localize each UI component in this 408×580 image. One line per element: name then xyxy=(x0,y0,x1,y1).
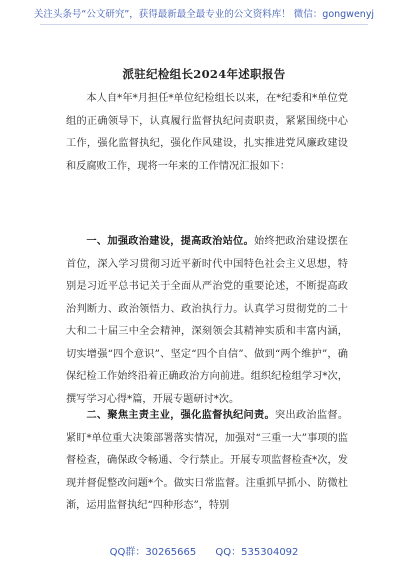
footer-qq: QQ：535304092 xyxy=(215,547,299,558)
section-2-body: 突出政治监督。紧盯*单位重大决策部署落实情况，加强对“三重一大”事项的监督检查，确保政令畅通、令行禁止。开展专项监督检查*次，发现并督促整改问题*个。做实日常监督。注重抓早抓小、防微杜渐，运用监督执纪“四种形态”，特别 xyxy=(66,410,349,511)
header-divider xyxy=(40,24,368,25)
section-2 xyxy=(66,404,348,518)
document-title: 派驻纪检组长2024年述职报告 xyxy=(122,67,286,81)
section-1-body: 始终把政治建设摆在首位，深入学习贯彻习近平新时代中国特色社会主义思想，特别是习近平总书记关于全面从严治党的重要论述，不断提高政治判断力、政治领悟力、政治执行力。认真学习贯彻党的二十大和二十届三中全会精神，深刻领会其精神实质和丰富内涵，切实增强“四个意识”、坚定“四个自信”、做到“两个维护”，确保纪检工作始终沿着正确政治方向前进。组织纪检组学习*次，撰写学习心得*篇，开展专题研讨*次。 xyxy=(66,236,349,405)
section-2-heading: 二、聚焦主责主业，强化监督执纪问责。 xyxy=(86,409,275,421)
footer-qq-group: QQ群：30265665 xyxy=(109,547,197,558)
header-promo-note: 关注头条号“公文研究”，获得最新最全最专业的公文资料库！ 微信：gongwenyj xyxy=(33,9,375,20)
section-1 xyxy=(66,230,348,411)
footer-contact xyxy=(0,543,408,558)
section-2-paragraph xyxy=(66,404,348,518)
intro-paragraph xyxy=(66,88,348,178)
section-1-heading: 一、加强政治建设，提高政治站位。 xyxy=(86,235,255,247)
section-1-paragraph xyxy=(66,230,348,411)
intro-text: 本人自*年*月担任*单位纪检组长以来，在*纪委和*单位党组的正确领导下，认真履行监督执纪问责职责，紧紧围绕中心工作，强化监督执纪，强化作风建设，扎实推进党风廉政建设和反腐败工作，现将一年来的工作情况汇报如下： xyxy=(66,93,348,172)
